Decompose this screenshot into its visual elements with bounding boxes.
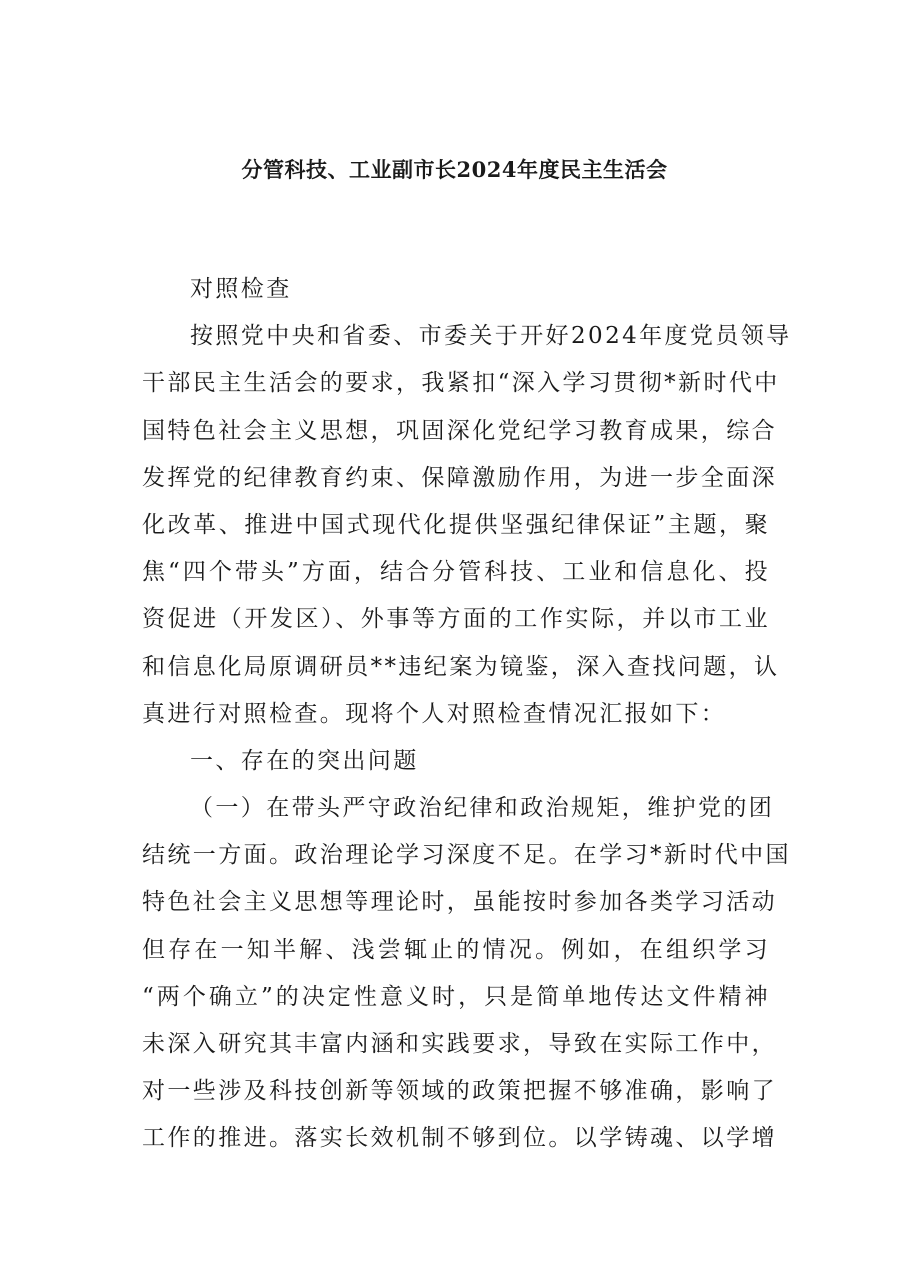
paragraph-line: 未深入研究其丰富内涵和实践要求，导致在实际工作中， — [142, 1031, 777, 1057]
section-heading-comparison-check: 对照检查 — [190, 276, 292, 302]
paragraph-line: 焦“四个带头”方面，结合分管科技、工业和信息化、投 — [142, 559, 770, 586]
paragraph-line: 干部民主生活会的要求，我紧扣“深入学习贯彻*新时代中 — [142, 370, 780, 397]
paragraph-line: （一）在带头严守政治纪律和政治规矩，维护党的团 — [190, 795, 775, 822]
paragraph-line: 真进行对照检查。现将个人对照检查情况汇报如下： — [142, 700, 727, 727]
section-heading-problems: 一、存在的突出问题 — [190, 747, 419, 774]
paragraph-line: 工作的推进。落实长效机制不够到位。以学铸魂、以学增 — [142, 1125, 777, 1152]
paragraph-line: 资促进（开发区）、外事等方面的工作实际，并以市工业 — [142, 606, 770, 633]
paragraph-line: 发挥党的纪律教育约束、保障激励作用，为进一步全面深 — [142, 464, 777, 491]
document-body — [142, 266, 792, 1163]
paragraph-line: 国特色社会主义思想，巩固深化党纪学习教育成果，综合 — [142, 417, 777, 444]
paragraph-line: 结统一方面。政治理论学习深度不足。在学习*新时代中国 — [142, 842, 791, 869]
paragraph-line: 但存在一知半解、浅尝辄止的情况。例如，在组织学习 — [142, 936, 770, 963]
paragraph-line: 对一些涉及科技创新等领域的政策把握不够准确，影响了 — [142, 1078, 777, 1105]
paragraph-line: “两个确立”的决定性意义时，只是简单地传达文件精神 — [142, 983, 770, 1010]
document-title: 分管科技、工业副市长2024年度民主生活会 — [241, 157, 668, 182]
paragraph-line: 特色社会主义思想等理论时，虽能按时参加各类学习活动 — [142, 889, 777, 916]
paragraph-line: 按照党中央和省委、市委关于开好2024年度党员领导 — [190, 323, 792, 350]
paragraph-line: 和信息化局原调研员**违纪案为镜鉴，深入查找问题，认 — [142, 653, 780, 680]
paragraph-line: 化改革、推进中国式现代化提供坚强纪律保证”主题，聚 — [142, 511, 770, 538]
